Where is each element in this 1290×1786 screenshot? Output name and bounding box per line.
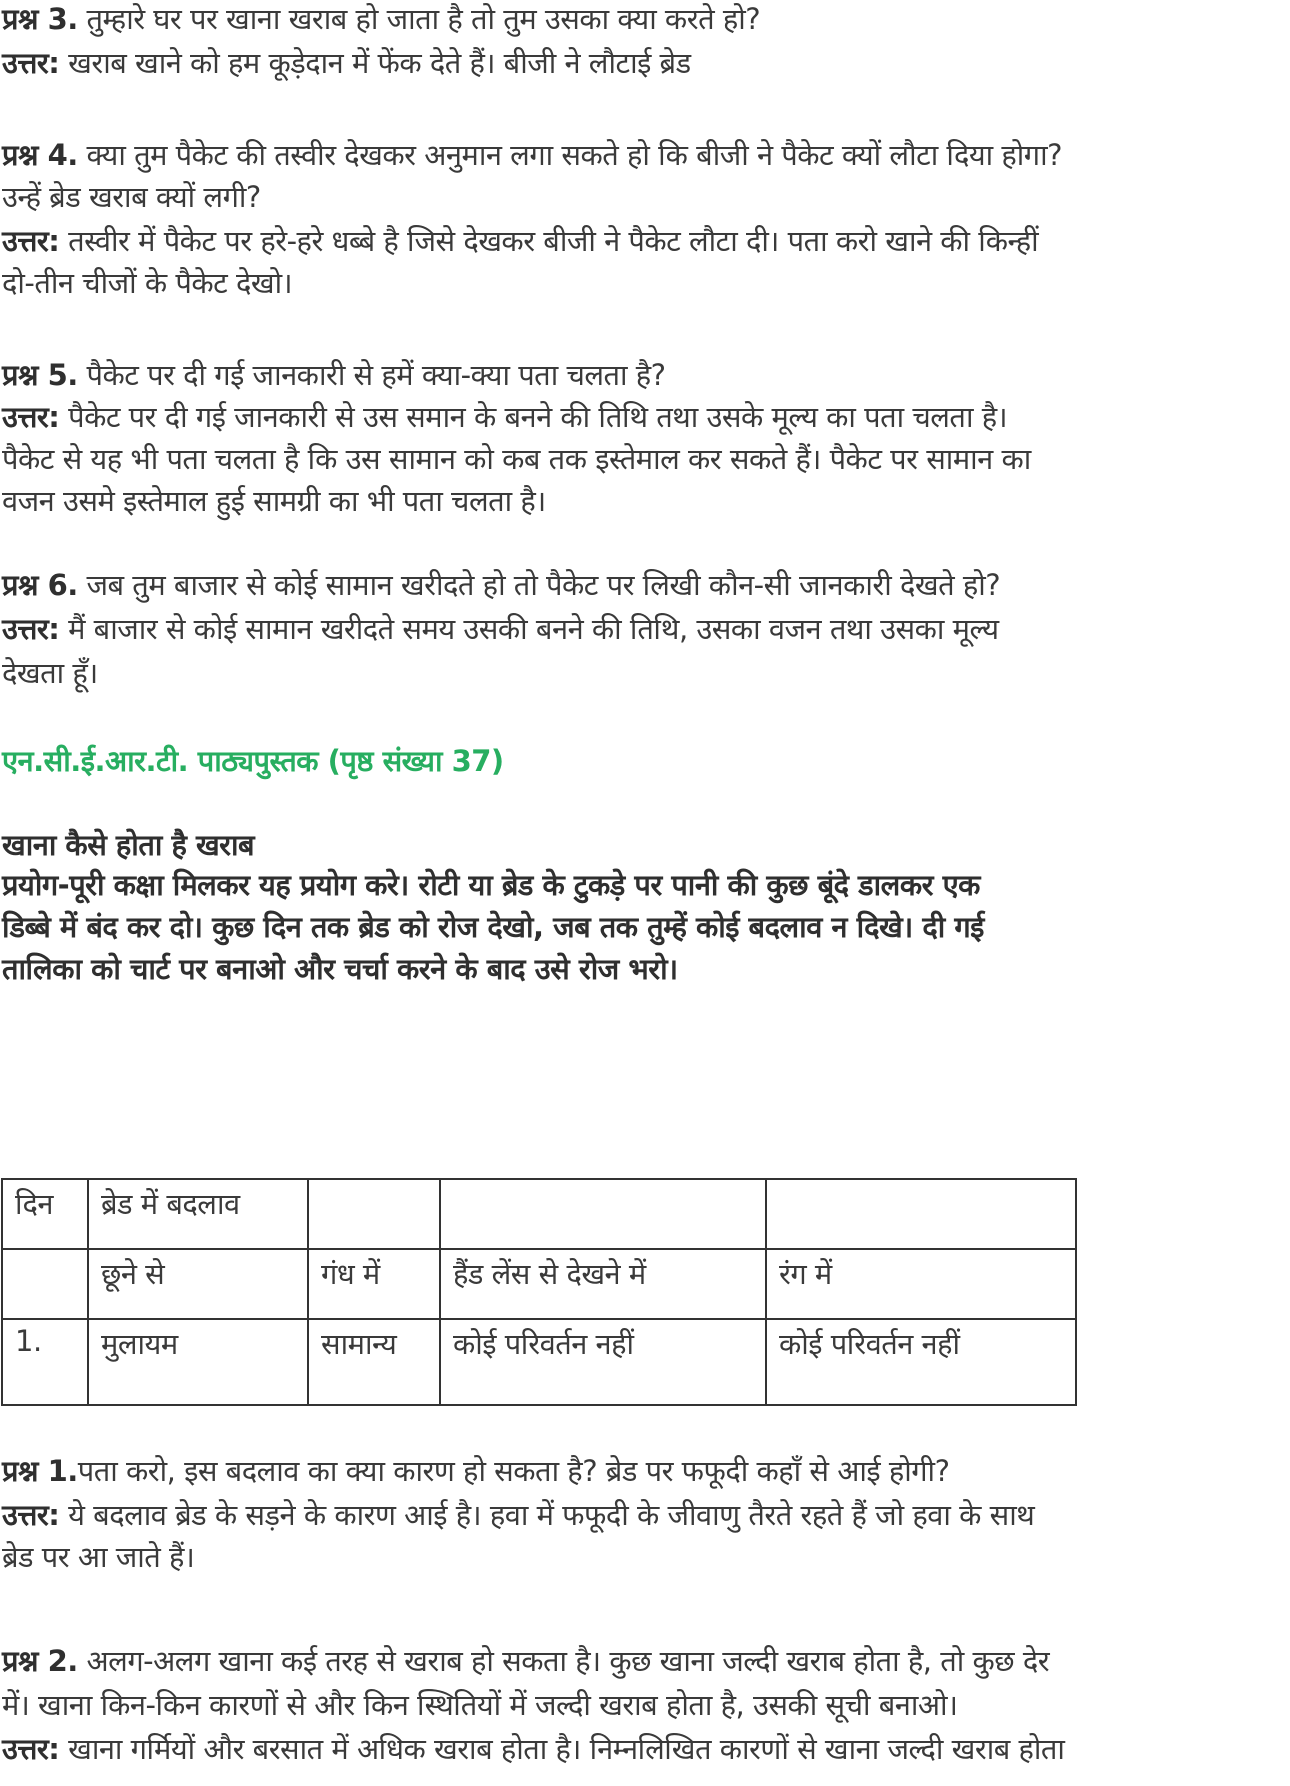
table-cell: हैंड लेंस से देखने में: [440, 1249, 766, 1319]
question-label: प्रश्न 2.: [2, 1644, 78, 1678]
table-cell: कोई परिवर्तन नहीं: [766, 1319, 1076, 1405]
question-text: पता करो, इस बदलाव का क्या कारण हो सकता है? ब्रेड पर फफूदी कहाँ से आई होगी?: [77, 1454, 950, 1488]
answer-5: [2, 396, 1007, 438]
question-text: तुम्हारे घर पर खाना खराब हो जाता है तो तुम उसका क्या करते हो?: [77, 2, 761, 36]
answer-text: खाना गर्मियों और बरसात में अधिक खराब होता है। निम्नलिखित कारणों से खाना जल्दी खराब होता: [59, 1732, 1065, 1766]
answer-5-cont-2: [2, 480, 546, 522]
table-cell: [766, 1179, 1076, 1249]
question-text: में। खाना किन-किन कारणों से और किन स्थितियों में जल्दी खराब होता है, उसकी सूची बनाओ।: [2, 1688, 958, 1722]
answer-text: तस्वीर में पैकेट पर हरे-हरे धब्बे है जिसे देखकर बीजी ने पैकेट लौटा दी। पता करो खाने की किन्हीं: [59, 224, 1039, 258]
answer-4-cont: [2, 262, 292, 304]
question-2b-cont: [2, 1684, 958, 1726]
answer-4: [2, 220, 1038, 262]
answer-label: उत्तर:: [2, 46, 60, 80]
question-2b: [2, 1640, 1049, 1682]
answer-text: दो-तीन चीजों के पैकेट देखो।: [2, 266, 293, 300]
answer-2b: [2, 1728, 1064, 1770]
table-cell: गंध में: [308, 1249, 440, 1319]
answer-3: [2, 42, 691, 84]
question-3: [2, 0, 760, 40]
answer-label: उत्तर:: [2, 1498, 60, 1532]
observation-table: [1, 1178, 1077, 1406]
table-row: [2, 1249, 1076, 1319]
question-label: प्रश्न 3.: [2, 2, 78, 36]
section-heading: एन.सी.ई.आर.टी. पाठ्यपुस्तक (पृष्ठ संख्या 37): [2, 744, 504, 778]
answer-label: उत्तर:: [2, 400, 60, 434]
question-4: [2, 134, 1062, 176]
answer-text: देखता हूँ।: [2, 656, 98, 690]
answer-text: खराब खाने को हम कूड़ेदान में फेंक देते हैं। बीजी ने लौटाई ब्रेड: [59, 46, 691, 80]
answer-label: उत्तर:: [2, 1732, 60, 1766]
question-text: क्या तुम पैकेट की तस्वीर देखकर अनुमान लगा सकते हो कि बीजी ने पैकेट क्यों लौटा दिया होगा?: [77, 138, 1063, 172]
table-cell: सामान्य: [308, 1319, 440, 1405]
table-cell: छूने से: [88, 1249, 308, 1319]
answer-text: ब्रेड पर आ जाते हैं।: [2, 1540, 195, 1574]
table-cell: मुलायम: [88, 1319, 308, 1405]
answer-text: वजन उसमे इस्तेमाल हुई सामग्री का भी पता चलता है।: [2, 484, 546, 518]
question-label: प्रश्न 4.: [2, 138, 78, 172]
table-cell: [440, 1179, 766, 1249]
answer-text: ये बदलाव ब्रेड के सड़ने के कारण आई है। हवा में फफूदी के जीवाणु तैरते रहते हैं जो हवा के साथ: [59, 1498, 1035, 1532]
answer-6-cont: [2, 652, 98, 694]
answer-5-cont-1: [2, 438, 1031, 480]
table-row: [2, 1319, 1076, 1405]
answer-label: उत्तर:: [2, 612, 60, 646]
question-4-cont: [2, 176, 261, 218]
question-text: अलग-अलग खाना कई तरह से खराब हो सकता है। कुछ खाना जल्दी खराब होता है, तो कुछ देर: [77, 1644, 1050, 1678]
question-label: प्रश्न 6.: [2, 568, 78, 602]
table-cell: कोई परिवर्तन नहीं: [440, 1319, 766, 1405]
question-text: उन्हें ब्रेड खराब क्यों लगी?: [2, 180, 261, 214]
table-row: [2, 1179, 1076, 1249]
table-cell: [2, 1249, 88, 1319]
subheading: खाना कैसे होता है खराब: [2, 828, 255, 862]
question-label: प्रश्न 1.: [2, 1454, 78, 1488]
question-6: [2, 564, 1000, 606]
answer-1b: [2, 1494, 1034, 1536]
experiment-line-1: प्रयोग-पूरी कक्षा मिलकर यह प्रयोग करे। रोटी या ब्रेड के टुकड़े पर पानी की कुछ बूंदे डालकर एक: [2, 868, 980, 902]
question-1b: [2, 1450, 949, 1492]
answer-text: पैकेट पर दी गई जानकारी से उस समान के बनने की तिथि तथा उसके मूल्य का पता चलता है।: [59, 400, 1008, 434]
table-cell: रंग में: [766, 1249, 1076, 1319]
experiment-line-3: तालिका को चार्ट पर बनाओ और चर्चा करने के बाद उसे रोज भरो।: [2, 952, 678, 986]
table-cell: ब्रेड में बदलाव: [88, 1179, 308, 1249]
question-label: प्रश्न 5.: [2, 358, 78, 392]
experiment-line-2: डिब्बे में बंद कर दो। कुछ दिन तक ब्रेड को रोज देखो, जब तक तुम्हें कोई बदलाव न दिखे। दी गई: [2, 910, 984, 944]
question-text: पैकेट पर दी गई जानकारी से हमें क्या-क्या पता चलता है?: [77, 358, 666, 392]
table-cell: दिन: [2, 1179, 88, 1249]
answer-text: पैकेट से यह भी पता चलता है कि उस सामान को कब तक इस्तेमाल कर सकते हैं। पैकेट पर सामान का: [2, 442, 1031, 476]
question-5: [2, 354, 666, 396]
table-cell: 1.: [2, 1319, 88, 1405]
answer-label: उत्तर:: [2, 224, 60, 258]
answer-6: [2, 608, 999, 650]
answer-1b-cont: [2, 1536, 194, 1578]
question-text: जब तुम बाजार से कोई सामान खरीदते हो तो पैकेट पर लिखी कौन-सी जानकारी देखते हो?: [77, 568, 1001, 602]
table-cell: [308, 1179, 440, 1249]
answer-text: मैं बाजार से कोई सामान खरीदते समय उसकी बनने की तिथि, उसका वजन तथा उसका मूल्य: [59, 612, 999, 646]
